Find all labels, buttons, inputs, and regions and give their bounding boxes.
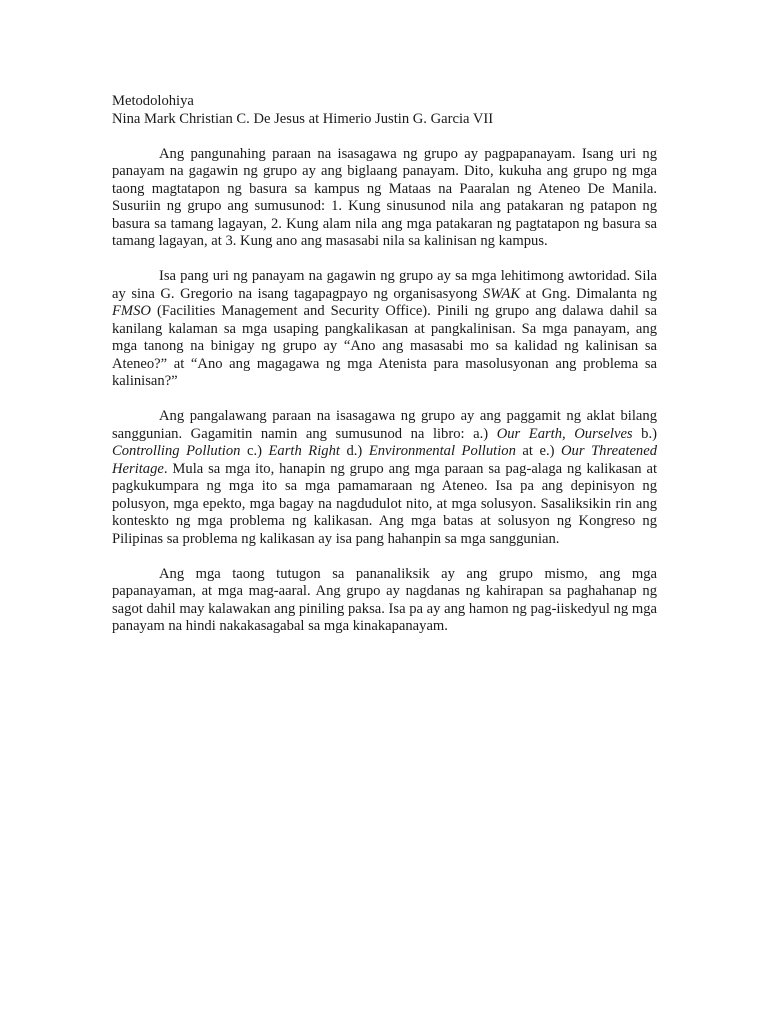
paragraph-3-text-4: d.): [339, 443, 369, 459]
organization-swak: SWAK: [483, 285, 521, 302]
paragraph-2: [112, 268, 657, 391]
book-title-4: Environmental Pollution: [368, 443, 516, 459]
paragraph-3-text-6: . Mula sa mga ito, hanapin ng grupo ang mga paraan sa pag-alaga ng kalikasan at pagkukumpara ng mga ito sa mga pamamaraan ng Ateneo. Isa pa ang depinisyon ng polusyon, mga epekto, mga bagay na nagdudulot nito, at mga solusyon. Sasaliksikin rin ang konteskto ng mga problema ng kalikasan. Ang mga batas at solusyon ng Kongreso ng Pilipinas sa problema ng kalikasan ay isa pang hahanpin sa mga sanggunian.: [112, 460, 657, 547]
paragraph-2-text-3: (Facilities Management and Security Office). Pinili ng grupo ang dalawa dahil sa kanilang kalaman sa mga usaping pangkalikasan at pangkalinisan. Sa mga panayam, ang mga tanong na binigay ng grupo ay “Ano ang masasabi mo sa kalidad ng kalinisan sa Ateneo?” at “Ano ang magagawa ng mga Atenista para masolusyonan ang problema sa kalinisan?”: [112, 303, 657, 389]
paragraph-3-text-1: Ang pangalawang paraan na isasagawa ng grupo ay ang paggamit ng aklat bilang sanggunian. Gagamitin namin ang sumusunod na libro: a.): [112, 408, 657, 442]
book-title-2: Controlling Pollution: [112, 443, 241, 459]
paragraph-3-text-2: b.): [632, 425, 657, 442]
book-title-1: Our Earth, Ourselves: [496, 425, 633, 442]
paragraph-2-text-2: at Gng. Dimalanta ng: [520, 285, 657, 302]
paragraph-3: [112, 408, 657, 548]
paragraph-4: Ang mga taong tutugon sa pananaliksik ay ang grupo mismo, ang mga papanayaman, at mga mag-aaral. Ang grupo ay nagdanas ng kahirapan sa paghahanap ng sagot dahil may kalawakan ang piniling paksa. Isa pa ay ang hamon ng pag-iiskedyul ng mga panayam na hindi nakakasagabal sa mga kinakapanayam.: [112, 565, 657, 634]
book-title-3: Earth Right: [268, 443, 340, 459]
paragraph-3-text-3: c.): [240, 443, 269, 459]
paragraph-2-text-1: Isa pang uri ng panayam na gagawin ng grupo ay sa mga lehitimong awtoridad. Sila ay sina G. Gregorio na isang tagapagpayo ng organisasyong: [112, 268, 657, 302]
document-title: Metodolohiya: [112, 93, 194, 109]
document-authors: Nina Mark Christian C. De Jesus at Himerio Justin G. Garcia VII: [112, 110, 494, 127]
paragraph-1: Ang pangunahing paraan na isasagawa ng grupo ay pagpapanayam. Isang uri ng panayam na gagawin ng grupo ay ang biglaang panayam. Dito, kukuha ang grupo ng mga taong magtatapon ng basura sa kampus ng Mataas na Paaralan ng Ateneo De Manila. Susuriin ng grupo ang sumusunod: 1. Kung sinusunod nila ang patakaran ng patapon ng basura sa tamang lagayan, 2. Kung alam nila ang mga patakaran ng pagtatapon ng basura sa tamang lagayan, at 3. Kung ano ang masasabi nila sa kalinisan ng kampus.: [112, 145, 657, 249]
paragraph-3-text-5: at e.): [515, 443, 562, 459]
document-page: [112, 93, 657, 636]
organization-fmso: FMSO: [112, 303, 151, 319]
book-title-5: Our Threatened Heritage: [112, 443, 657, 477]
